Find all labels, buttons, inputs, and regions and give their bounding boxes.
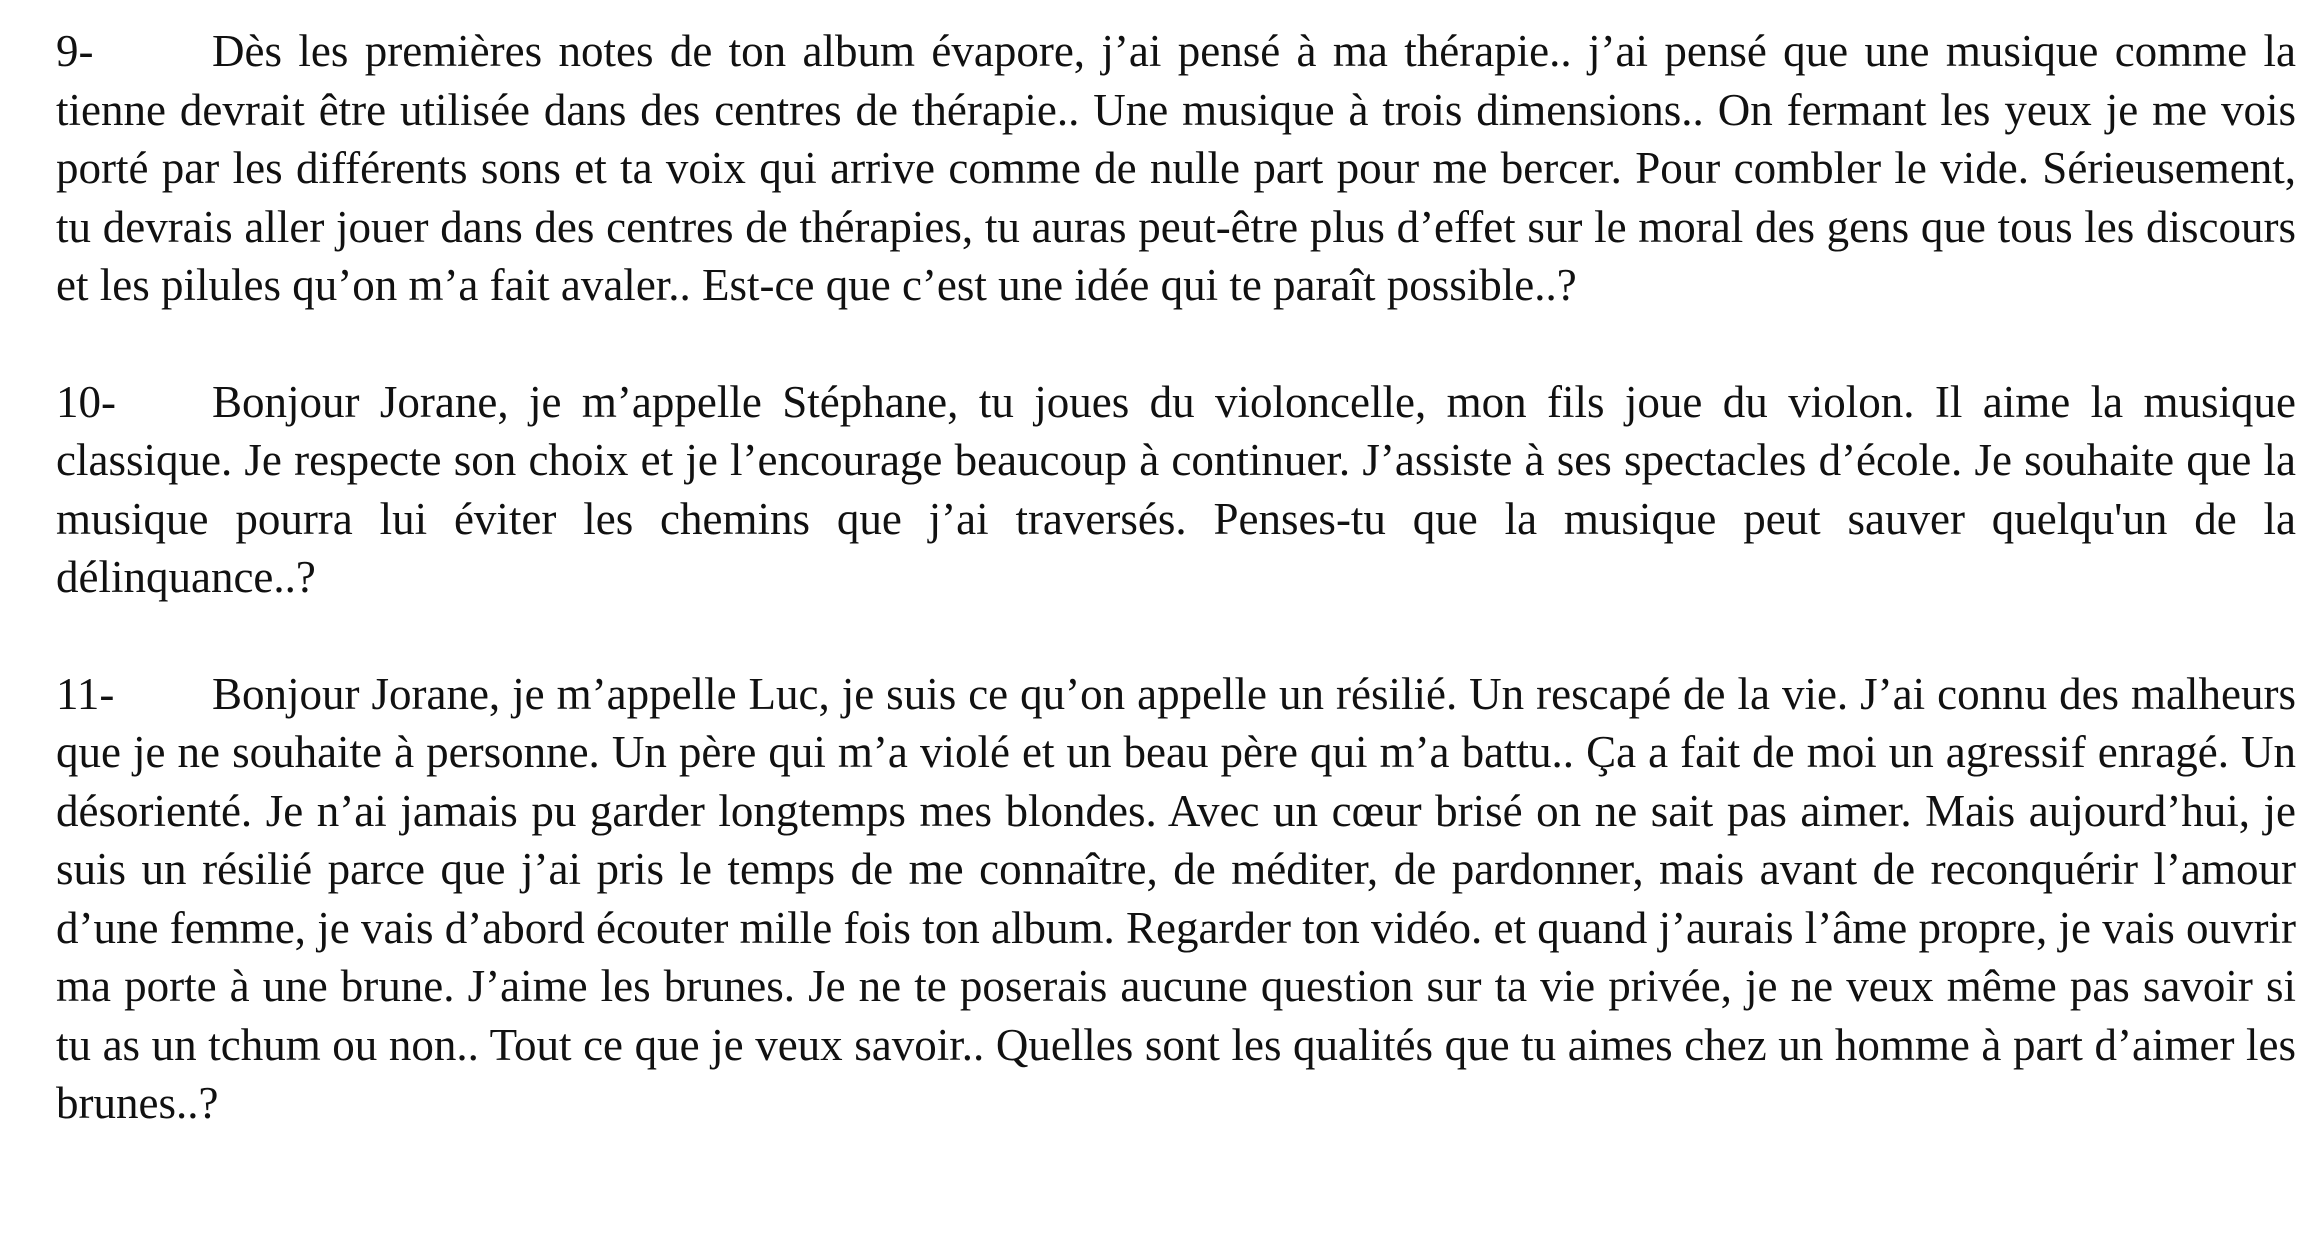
paragraph-number: 10-: [56, 376, 116, 427]
document-page: [56, 22, 2296, 1133]
paragraph-9: [56, 22, 2296, 315]
paragraph-11: [56, 665, 2296, 1133]
paragraph-10: [56, 373, 2296, 607]
paragraph-text: Bonjour Jorane, je m’appelle Stéphane, tu joues du violoncelle, mon fils joue du violon. Il aime la musique classique. Je respecte son choix et je l’encourage beaucoup à continuer. J’assiste à ses spectacles d’école. Je souhaite que la musique pourra lui éviter les chemins que j’ai traversés. Penses-tu que la musique peut sauver quelqu'un de la délinquance..?: [56, 376, 2296, 602]
paragraph-number: 11-: [56, 668, 115, 719]
paragraph-text: Dès les premières notes de ton album évapore, j’ai pensé à ma thérapie.. j’ai pensé que une musique comme la tienne devrait être utilisée dans des centres de thérapie.. Une musique à trois dimensions.. On fermant les yeux je me vois porté par les différents sons et ta voix qui arrive comme de nulle part pour me bercer. Pour combler le vide. Sérieusement, tu devrais aller jouer dans des centres de thérapies, tu auras peut-être plus d’effet sur le moral des gens que tous les discours et les pilules qu’on m’a fait avaler.. Est-ce que c’est une idée qui te paraît possible..?: [56, 26, 2296, 310]
paragraph-text: Bonjour Jorane, je m’appelle Luc, je suis ce qu’on appelle un résilié. Un rescapé de la vie. J’ai connu des malheurs que je ne souhaite à personne. Un père qui m’a violé et un beau père qui m’a battu.. Ça a fait de moi un agressif enragé. Un désorienté. Je n’ai jamais pu garder longtemps mes blondes. Avec un cœur brisé on ne sait pas aimer. Mais aujourd’hui, je suis un résilié parce que j’ai pris le temps de me connaître, de méditer, de pardonner, mais avant de reconquérir l’amour d’une femme, je vais d’abord écouter mille fois ton album. Regarder ton vidéo. et quand j’aurais l’âme propre, je vais ouvrir ma porte à une brune. J’aime les brunes. Je ne te poserais aucune question sur ta vie privée, je ne veux même pas savoir si tu as un tchum ou non.. Tout ce que je veux savoir.. Quelles sont les qualités que tu aimes chez un homme à part d’aimer les brunes..?: [56, 668, 2296, 1128]
paragraph-number: 9-: [56, 26, 94, 76]
